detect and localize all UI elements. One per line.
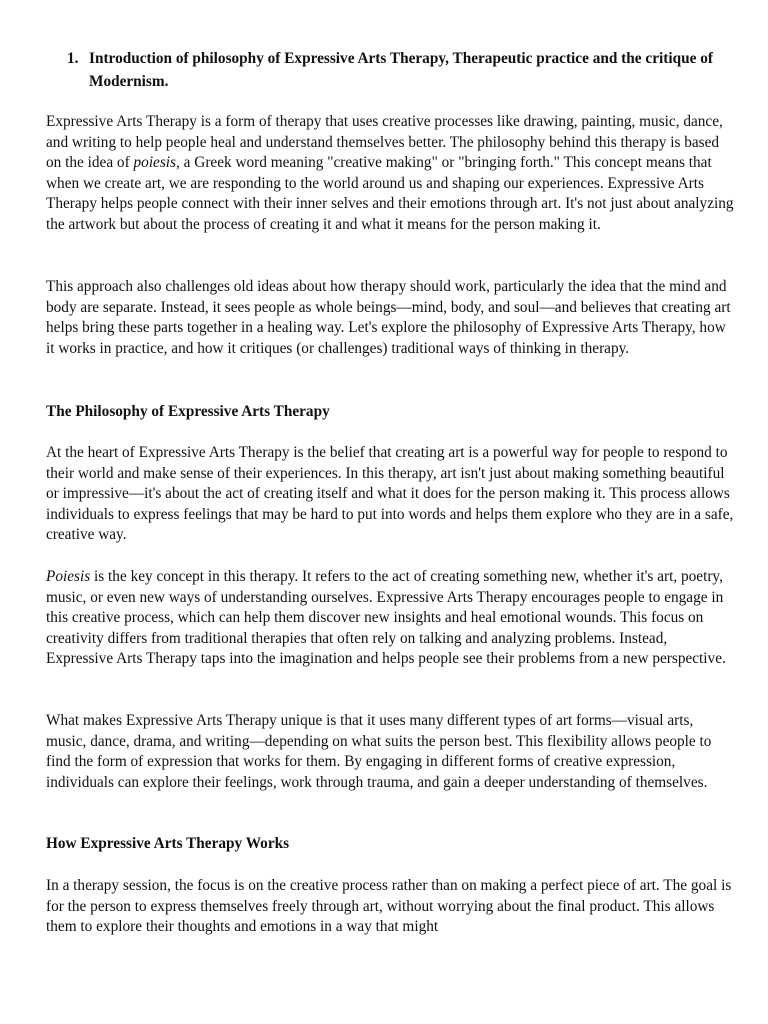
subheading-philosophy: The Philosophy of Expressive Arts Therapy [46,403,330,420]
paragraph-heart: At the heart of Expressive Arts Therapy is the belief that creating art is a powerful way for people to respond to their world and make sense of their experiences. In this therapy, art isn't just about making something beautiful or impressive—it's about the act of creating itself and what it does for the person making it. This process allows individuals to express feelings that may be hard to put into words and helps them explore who they are in a safe, creative way. [46,444,734,544]
heading-number: 1. [67,50,79,67]
paragraph-intro-b: , a Greek word meaning "creative making" or "bringing forth." This concept means that when we create art, we are responding to the world around us and shaping our experiences. Expressive Arts Therapy helps people connect with their inner selves and their emotions through art. It's not just about analyzing the artwork but about the process of creating it and what it means for the person making it. [46,154,734,233]
subheading-how-it-works: How Expressive Arts Therapy Works [46,835,290,852]
paragraph-poiesis-b: is the key concept in this therapy. It refers to the act of creating something new, whether it's art, poetry, music, or even new ways of understanding ourselves. Expressive Arts Therapy encourages people to engage in this creative process, which can help them discover new insights and heal emotional wounds. This focus on creativity differs from traditional therapies that often rely on talking and analyzing problems. Instead, Expressive Arts Therapy taps into the imagination and helps people see their problems from a new perspective. [46,568,726,668]
paragraph-unique: What makes Expressive Arts Therapy unique is that it uses many different types of art forms—visual arts, music, dance, drama, and writing—depending on what suits the person best. This flexibility allows people to find the form of expression that works for them. By engaging in different forms of creative expression, individuals can explore their feelings, work through trauma, and gain a deeper understanding of themselves. [46,712,712,791]
paragraph-intro-a: Expressive Arts Therapy is a form of therapy that uses creative processes like drawing, painting, music, dance, and writing to help people heal and understand themselves better. The philosophy behind this therapy is based on the idea of [46,113,723,172]
paragraph-session: In a therapy session, the focus is on the creative process rather than on making a perfect piece of art. The goal is for the person to express themselves freely through art, without worrying about the final product. This allows them to explore their thoughts and emotions in a way that might [46,877,732,936]
paragraph-intro [46,112,736,236]
section-heading: Introduction of philosophy of Expressive Arts Therapy, Therapeutic practice and the critique of Modernism. [89,50,713,90]
paragraph-poiesis [46,567,736,670]
poiesis-term-2: Poiesis [46,568,91,585]
paragraph-approach: This approach also challenges old ideas about how therapy should work, particularly the idea that the mind and body are separate. Instead, it sees people as whole beings—mind, body, and soul—and believes that creating art helps bring these parts together in a healing way. Let's explore the philosophy of Expressive Arts Therapy, how it works in practice, and how it critiques (or challenges) traditional ways of thinking in therapy. [46,278,731,357]
poiesis-term: poiesis [133,154,177,172]
